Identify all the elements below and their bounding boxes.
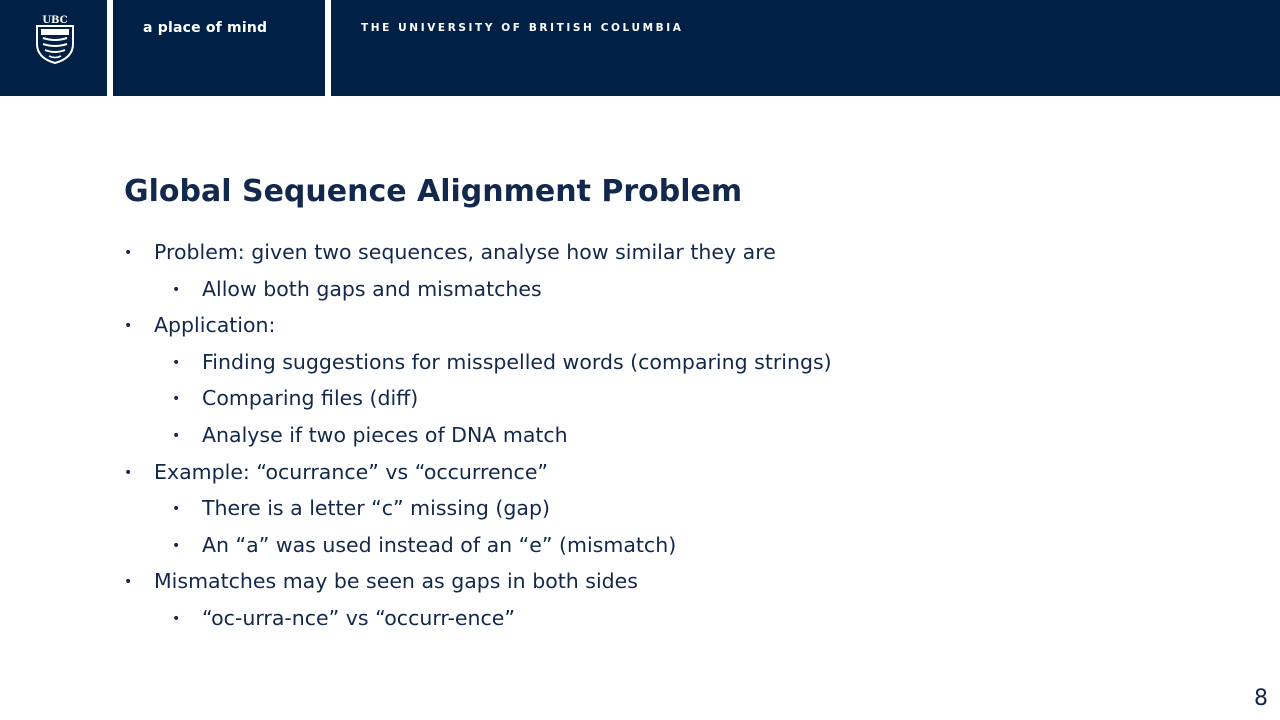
logo-block xyxy=(0,0,107,96)
bullet-text: An “a” was used instead of an “e” (mismatch) xyxy=(202,532,677,557)
bullet-dot-icon: • xyxy=(124,464,133,481)
sub-bullet-item xyxy=(172,349,832,374)
tagline: a place of mind xyxy=(143,20,268,36)
bullet-text: Problem: given two sequences, analyse how similar they are xyxy=(154,240,776,264)
bullet-text: Analyse if two pieces of DNA match xyxy=(202,423,568,447)
bullet-item xyxy=(124,459,549,484)
bullet-dot-icon: • xyxy=(172,354,181,371)
bullet-text: Allow both gaps and mismatches xyxy=(202,276,542,301)
sub-bullet-item xyxy=(172,423,568,447)
ubc-crest-icon xyxy=(33,14,77,64)
logo-text: UBC xyxy=(42,15,68,26)
sub-bullet-item xyxy=(172,532,677,557)
bullet-dot-icon: • xyxy=(172,281,181,298)
university-name: THE UNIVERSITY OF BRITISH COLUMBIA xyxy=(361,22,684,34)
bullet-text: Mismatches may be seen as gaps in both sides xyxy=(154,569,638,594)
sub-bullet-item xyxy=(172,276,542,301)
sub-bullet-item xyxy=(172,496,550,521)
bullet-dot-icon: • xyxy=(172,501,181,518)
bullet-text: “oc-urra-nce” vs “occurr-ence” xyxy=(202,606,516,630)
bullet-dot-icon: • xyxy=(124,245,133,261)
bullet-text: Comparing files (diff) xyxy=(202,386,419,411)
sub-bullet-item xyxy=(172,606,516,630)
bullet-text: Application: xyxy=(154,313,276,338)
sub-bullet-item xyxy=(172,386,419,411)
bullet-dot-icon: • xyxy=(172,428,181,444)
tagline-block xyxy=(113,0,325,96)
slide-title: Global Sequence Alignment Problem xyxy=(124,174,743,209)
bullet-dot-icon: • xyxy=(172,537,181,554)
bullet-text: There is a letter “c” missing (gap) xyxy=(202,496,550,521)
header-bar xyxy=(0,0,1280,96)
bullet-item xyxy=(124,240,776,264)
bullet-item xyxy=(124,313,276,338)
bullet-dot-icon: • xyxy=(124,574,133,591)
bullet-dot-icon: • xyxy=(124,318,133,335)
bullet-dot-icon: • xyxy=(172,611,181,627)
university-block xyxy=(331,0,1280,96)
bullet-text: Finding suggestions for misspelled words (comparing strings) xyxy=(202,349,832,374)
bullet-item xyxy=(124,569,638,594)
bullet-dot-icon: • xyxy=(172,391,181,408)
bullet-text: Example: “ocurrance” vs “occurrence” xyxy=(154,459,549,484)
page-number: 8 xyxy=(1254,686,1268,711)
